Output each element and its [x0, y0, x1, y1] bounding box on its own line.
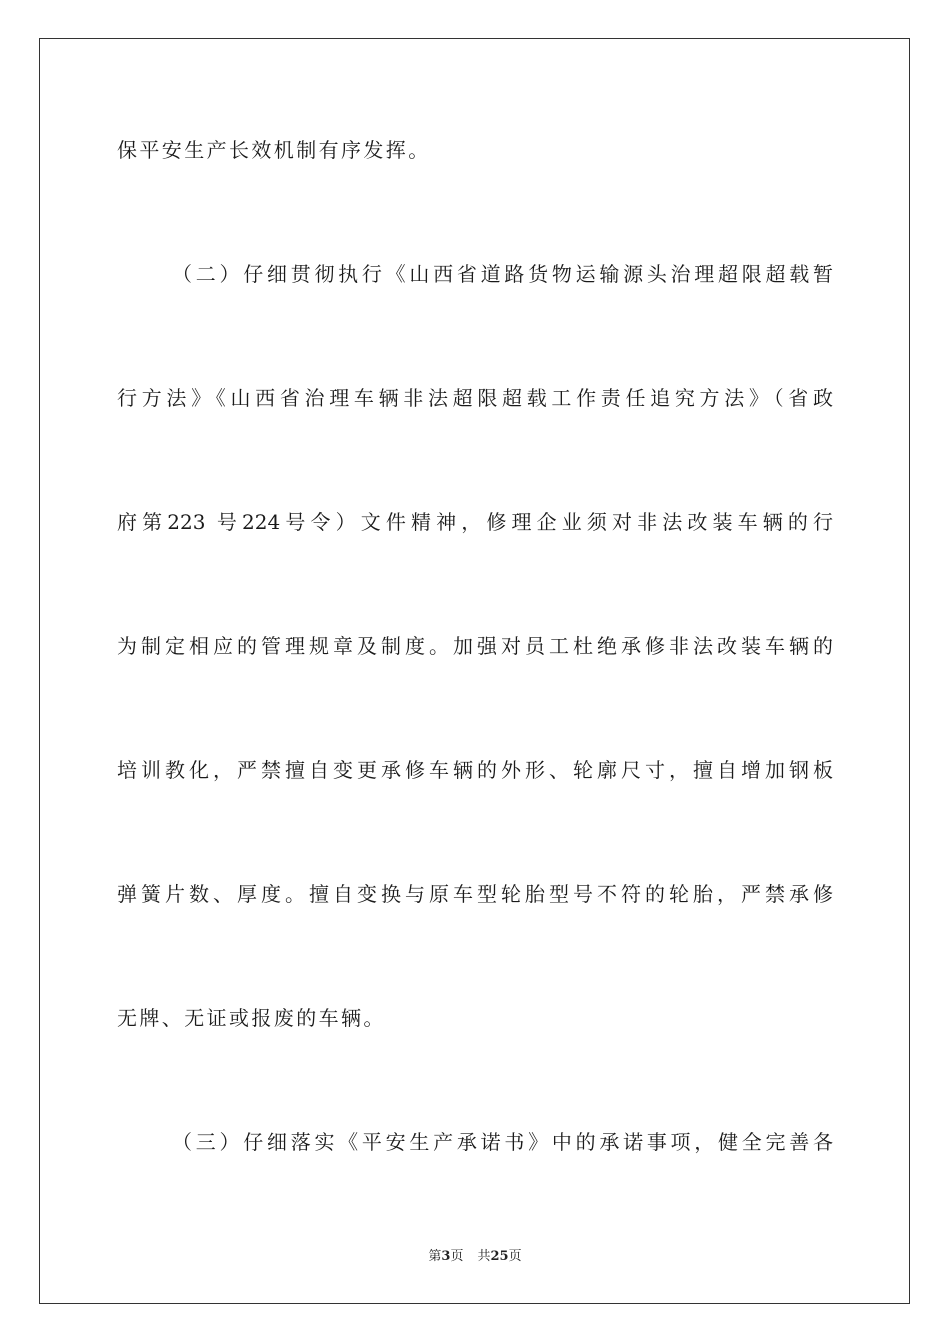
text-line-7: 弹簧片数、厚度。擅自变换与原车型轮胎型号不符的轮胎，严禁承修: [117, 882, 833, 906]
text-line-1: 保平安生产长效机制有序发挥。: [117, 138, 431, 162]
page-border: [39, 38, 910, 1304]
text-line-6: 培训教化，严禁擅自变更承修车辆的外形、轮廓尺寸，擅自增加钢板: [117, 758, 833, 782]
text-line-4: 府第223 号224号令）文件精神，修理企业须对非法改装车辆的行: [117, 510, 833, 534]
text-line-2: （二）仔细贯彻执行《山西省道路货物运输源头治理超限超载暂: [172, 262, 833, 286]
footer-total-prefix: 共: [477, 1249, 491, 1264]
footer-page-number: 3: [441, 1249, 451, 1264]
text-line-9: （三）仔细落实《平安生产承诺书》中的承诺事项，健全完善各: [172, 1130, 833, 1154]
text-line-5: 为制定相应的管理规章及制度。加强对员工杜绝承修非法改装车辆的: [117, 634, 833, 658]
text-line-8: 无牌、无证或报废的车辆。: [117, 1006, 386, 1030]
footer-total-suffix: 页: [508, 1249, 522, 1264]
footer-total-number: 25: [490, 1249, 509, 1264]
footer-page-prefix: 第: [428, 1249, 442, 1264]
footer-page-suffix: 页: [450, 1249, 464, 1264]
page-footer: [0, 1248, 950, 1266]
text-line-3: 行方法》《山西省治理车辆非法超限超载工作责任追究方法》（省政: [117, 386, 833, 410]
